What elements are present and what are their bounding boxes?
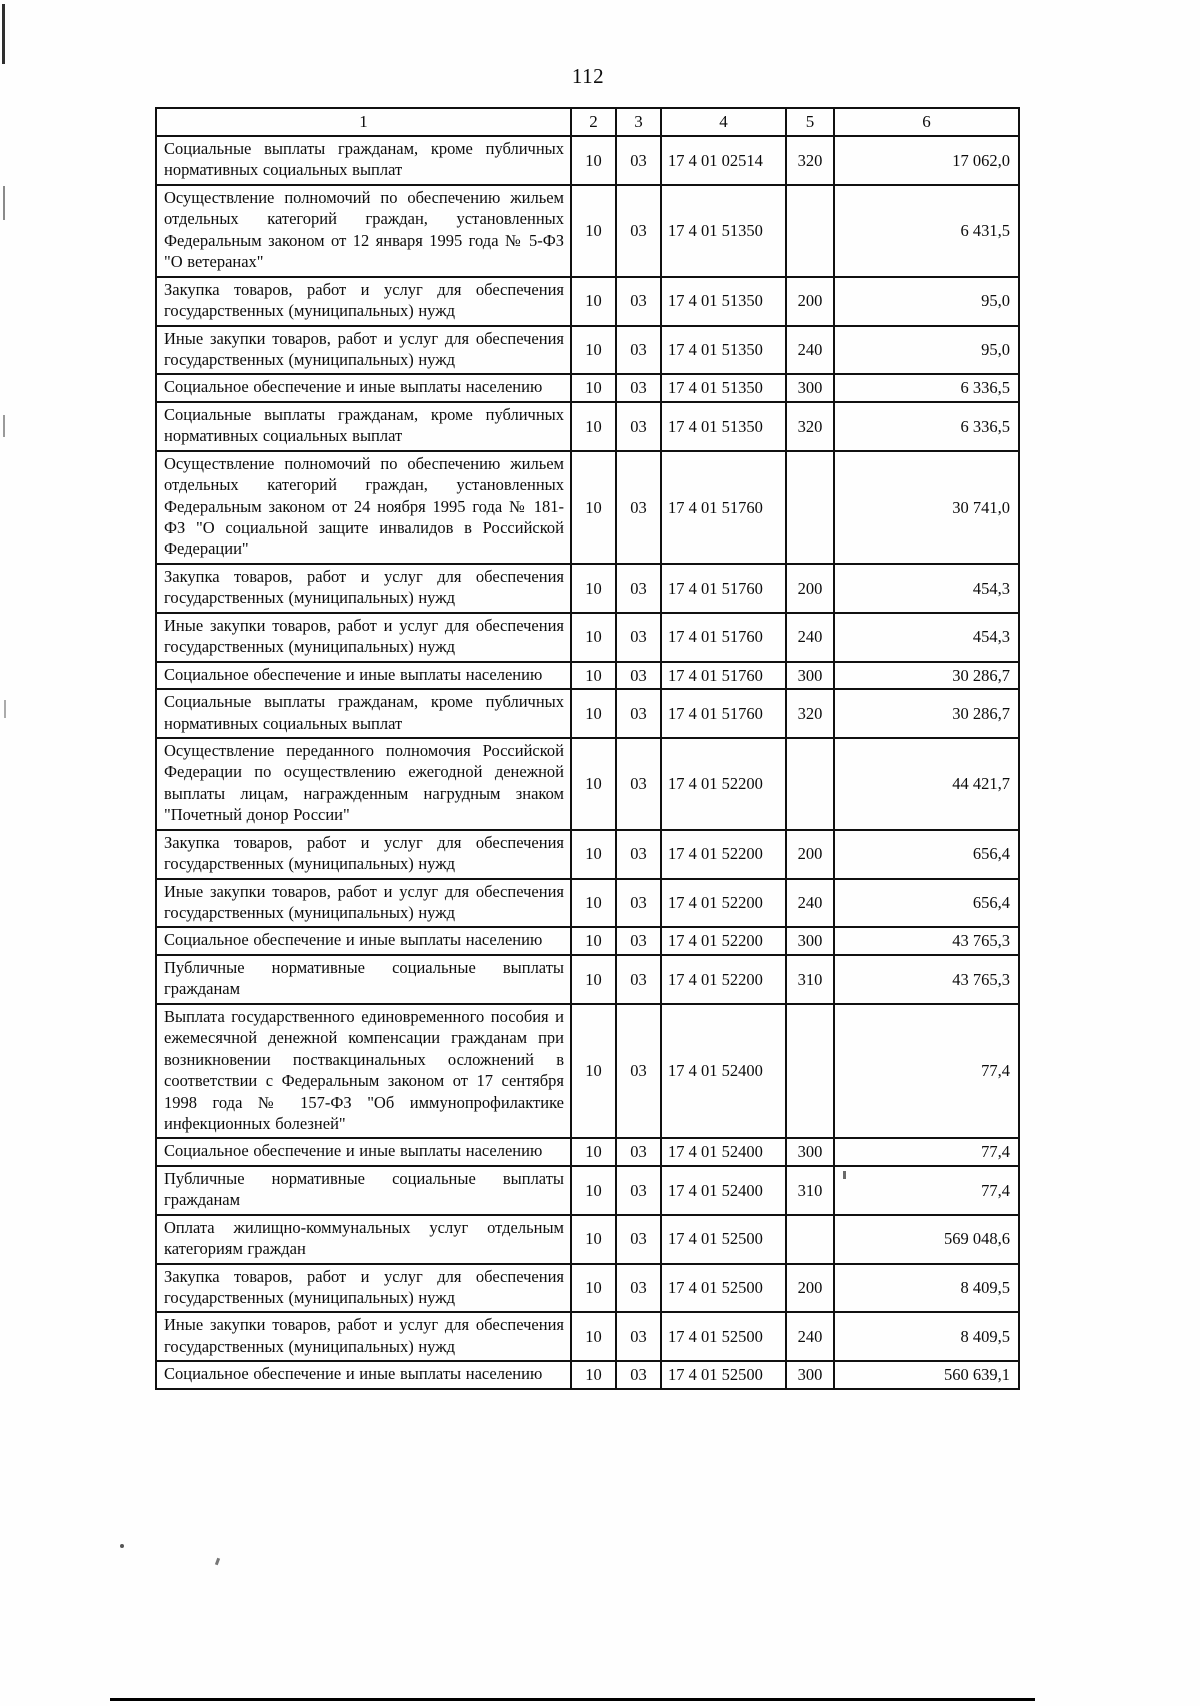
row-expense-type-code: 300 (786, 1138, 834, 1165)
row-subsection-code: 03 (616, 689, 661, 738)
row-description: Иные закупки товаров, работ и услуг для обеспечения государственных (муниципальных) нужд (156, 879, 571, 928)
row-amount: 77,4 (834, 1004, 1019, 1139)
row-description: Публичные нормативные социальные выплаты гражданам (156, 1166, 571, 1215)
row-description: Закупка товаров, работ и услуг для обеспечения государственных (муниципальных) нужд (156, 1264, 571, 1313)
row-section-code: 10 (571, 326, 616, 375)
table-row (156, 1215, 1019, 1264)
table-row (156, 1004, 1019, 1139)
row-subsection-code: 03 (616, 326, 661, 375)
scan-artifact (843, 1171, 846, 1179)
table-row (156, 564, 1019, 613)
row-description: Публичные нормативные социальные выплаты гражданам (156, 955, 571, 1004)
table-row (156, 1138, 1019, 1165)
table-row (156, 1166, 1019, 1215)
row-target-article-code: 17 4 01 52400 (661, 1004, 786, 1139)
row-amount: 77,4 (834, 1166, 1019, 1215)
row-target-article-code: 17 4 01 52400 (661, 1166, 786, 1215)
row-expense-type-code: 240 (786, 1312, 834, 1361)
row-target-article-code: 17 4 01 51350 (661, 326, 786, 375)
row-expense-type-code (786, 451, 834, 564)
row-description: Социальные выплаты гражданам, кроме публичных нормативных социальных выплат (156, 136, 571, 185)
row-amount: 77,4 (834, 1138, 1019, 1165)
row-subsection-code: 03 (616, 451, 661, 564)
column-header: 6 (834, 108, 1019, 136)
row-subsection-code: 03 (616, 1312, 661, 1361)
row-amount: 30 286,7 (834, 689, 1019, 738)
row-expense-type-code: 310 (786, 1166, 834, 1215)
table-row (156, 185, 1019, 277)
row-description: Социальное обеспечение и иные выплаты населению (156, 662, 571, 689)
table-row (156, 451, 1019, 564)
row-target-article-code: 17 4 01 52500 (661, 1312, 786, 1361)
table-row (156, 830, 1019, 879)
scan-artifact (4, 700, 6, 718)
row-target-article-code: 17 4 01 52200 (661, 879, 786, 928)
row-subsection-code: 03 (616, 1215, 661, 1264)
row-expense-type-code (786, 185, 834, 277)
row-section-code: 10 (571, 185, 616, 277)
row-section-code: 10 (571, 613, 616, 662)
scan-artifact (120, 1544, 124, 1548)
row-section-code: 10 (571, 402, 616, 451)
row-target-article-code: 17 4 01 52200 (661, 927, 786, 954)
row-target-article-code: 17 4 01 51760 (661, 613, 786, 662)
row-amount: 43 765,3 (834, 955, 1019, 1004)
row-amount: 656,4 (834, 879, 1019, 928)
row-amount: 569 048,6 (834, 1215, 1019, 1264)
row-amount: 95,0 (834, 277, 1019, 326)
table-row (156, 326, 1019, 375)
row-subsection-code: 03 (616, 136, 661, 185)
table-row (156, 1264, 1019, 1313)
row-subsection-code: 03 (616, 277, 661, 326)
row-expense-type-code: 240 (786, 326, 834, 375)
row-subsection-code: 03 (616, 564, 661, 613)
column-header: 2 (571, 108, 616, 136)
row-expense-type-code (786, 1215, 834, 1264)
row-target-article-code: 17 4 01 52500 (661, 1264, 786, 1313)
budget-table (155, 107, 1020, 1390)
row-expense-type-code (786, 1004, 834, 1139)
row-target-article-code: 17 4 01 52200 (661, 738, 786, 830)
row-section-code: 10 (571, 1138, 616, 1165)
row-amount: 454,3 (834, 564, 1019, 613)
row-amount: 8 409,5 (834, 1312, 1019, 1361)
row-description: Социальное обеспечение и иные выплаты населению (156, 1361, 571, 1388)
row-description: Иные закупки товаров, работ и услуг для обеспечения государственных (муниципальных) нужд (156, 613, 571, 662)
table-row (156, 738, 1019, 830)
row-amount: 6 336,5 (834, 402, 1019, 451)
row-section-code: 10 (571, 1166, 616, 1215)
row-target-article-code: 17 4 01 52400 (661, 1138, 786, 1165)
scan-artifact (215, 1558, 220, 1566)
row-expense-type-code: 200 (786, 277, 834, 326)
row-section-code: 10 (571, 136, 616, 185)
row-description: Закупка товаров, работ и услуг для обеспечения государственных (муниципальных) нужд (156, 277, 571, 326)
row-subsection-code: 03 (616, 374, 661, 401)
row-expense-type-code: 300 (786, 662, 834, 689)
row-target-article-code: 17 4 01 51350 (661, 185, 786, 277)
scan-artifact (3, 186, 5, 220)
row-expense-type-code: 320 (786, 689, 834, 738)
row-expense-type-code: 300 (786, 374, 834, 401)
row-subsection-code: 03 (616, 879, 661, 928)
row-target-article-code: 17 4 01 51760 (661, 689, 786, 738)
row-amount: 560 639,1 (834, 1361, 1019, 1388)
column-header: 4 (661, 108, 786, 136)
row-amount: 6 336,5 (834, 374, 1019, 401)
row-section-code: 10 (571, 1004, 616, 1139)
row-section-code: 10 (571, 689, 616, 738)
row-amount: 30 741,0 (834, 451, 1019, 564)
table-row (156, 136, 1019, 185)
row-subsection-code: 03 (616, 927, 661, 954)
row-expense-type-code: 200 (786, 1264, 834, 1313)
row-subsection-code: 03 (616, 1166, 661, 1215)
row-amount: 30 286,7 (834, 662, 1019, 689)
table-body (156, 136, 1019, 1389)
row-amount: 8 409,5 (834, 1264, 1019, 1313)
row-target-article-code: 17 4 01 52500 (661, 1215, 786, 1264)
row-section-code: 10 (571, 451, 616, 564)
table-row (156, 879, 1019, 928)
row-subsection-code: 03 (616, 1361, 661, 1388)
row-section-code: 10 (571, 564, 616, 613)
row-subsection-code: 03 (616, 1138, 661, 1165)
row-description: Социальные выплаты гражданам, кроме публичных нормативных социальных выплат (156, 689, 571, 738)
row-subsection-code: 03 (616, 613, 661, 662)
row-description: Иные закупки товаров, работ и услуг для обеспечения государственных (муниципальных) нужд (156, 1312, 571, 1361)
row-expense-type-code (786, 738, 834, 830)
row-subsection-code: 03 (616, 402, 661, 451)
row-description: Осуществление переданного полномочия Российской Федерации по осуществлению ежегодной денежной выплаты лицам, награжденным нагрудным знаком "Почетный донор России" (156, 738, 571, 830)
row-description: Социальные выплаты гражданам, кроме публичных нормативных социальных выплат (156, 402, 571, 451)
scan-artifact (110, 1698, 1035, 1701)
row-expense-type-code: 240 (786, 879, 834, 928)
row-amount: 44 421,7 (834, 738, 1019, 830)
row-target-article-code: 17 4 01 52200 (661, 955, 786, 1004)
scan-artifact (2, 4, 5, 64)
column-header: 3 (616, 108, 661, 136)
row-section-code: 10 (571, 662, 616, 689)
row-description: Иные закупки товаров, работ и услуг для обеспечения государственных (муниципальных) нужд (156, 326, 571, 375)
row-description: Социальное обеспечение и иные выплаты населению (156, 927, 571, 954)
row-section-code: 10 (571, 1264, 616, 1313)
table-row (156, 1312, 1019, 1361)
row-description: Закупка товаров, работ и услуг для обеспечения государственных (муниципальных) нужд (156, 564, 571, 613)
table-row (156, 402, 1019, 451)
table-row (156, 955, 1019, 1004)
row-amount: 43 765,3 (834, 927, 1019, 954)
row-subsection-code: 03 (616, 955, 661, 1004)
table-header-row (156, 108, 1019, 136)
row-expense-type-code: 200 (786, 830, 834, 879)
table-row (156, 1361, 1019, 1388)
column-header: 5 (786, 108, 834, 136)
table-row (156, 277, 1019, 326)
table-row (156, 374, 1019, 401)
row-section-code: 10 (571, 830, 616, 879)
row-subsection-code: 03 (616, 1264, 661, 1313)
row-expense-type-code: 310 (786, 955, 834, 1004)
page-number: 112 (571, 64, 605, 88)
row-description: Осуществление полномочий по обеспечению жильем отдельных категорий граждан, установленных Федеральным законом от 24 ноября 1995 года № 181-ФЗ "О социальной защите инвалидов в Российской Федерации" (156, 451, 571, 564)
row-description: Социальное обеспечение и иные выплаты населению (156, 1138, 571, 1165)
row-subsection-code: 03 (616, 662, 661, 689)
row-description: Закупка товаров, работ и услуг для обеспечения государственных (муниципальных) нужд (156, 830, 571, 879)
row-subsection-code: 03 (616, 830, 661, 879)
row-section-code: 10 (571, 879, 616, 928)
row-target-article-code: 17 4 01 51760 (661, 451, 786, 564)
row-description: Осуществление полномочий по обеспечению жильем отдельных категорий граждан, установленных Федеральным законом от 12 января 1995 года № 5-ФЗ "О ветеранах" (156, 185, 571, 277)
row-section-code: 10 (571, 374, 616, 401)
row-target-article-code: 17 4 01 02514 (661, 136, 786, 185)
row-section-code: 10 (571, 927, 616, 954)
row-expense-type-code: 300 (786, 1361, 834, 1388)
row-amount: 95,0 (834, 326, 1019, 375)
row-subsection-code: 03 (616, 1004, 661, 1139)
row-section-code: 10 (571, 1215, 616, 1264)
column-header: 1 (156, 108, 571, 136)
row-amount: 17 062,0 (834, 136, 1019, 185)
row-expense-type-code: 240 (786, 613, 834, 662)
table-row (156, 662, 1019, 689)
row-expense-type-code: 320 (786, 136, 834, 185)
row-description: Выплата государственного единовременного пособия и ежемесячной денежной компенсации гражданам при возникновении поствакцинальных осложнений в соответствии с Федеральным законом от 17 сентября 1998 года № 157-ФЗ "Об иммунопрофилактике инфекционных болезней" (156, 1004, 571, 1139)
table-row (156, 927, 1019, 954)
row-target-article-code: 17 4 01 52500 (661, 1361, 786, 1388)
row-section-code: 10 (571, 1361, 616, 1388)
row-description: Оплата жилищно-коммунальных услуг отдельным категориям граждан (156, 1215, 571, 1264)
row-target-article-code: 17 4 01 51350 (661, 277, 786, 326)
row-section-code: 10 (571, 1312, 616, 1361)
row-target-article-code: 17 4 01 51760 (661, 662, 786, 689)
row-expense-type-code: 320 (786, 402, 834, 451)
scan-artifact (3, 415, 5, 437)
row-target-article-code: 17 4 01 51350 (661, 374, 786, 401)
row-section-code: 10 (571, 955, 616, 1004)
row-target-article-code: 17 4 01 51350 (661, 402, 786, 451)
table-row (156, 613, 1019, 662)
row-expense-type-code: 300 (786, 927, 834, 954)
row-section-code: 10 (571, 738, 616, 830)
row-subsection-code: 03 (616, 185, 661, 277)
row-expense-type-code: 200 (786, 564, 834, 613)
row-target-article-code: 17 4 01 51760 (661, 564, 786, 613)
row-amount: 454,3 (834, 613, 1019, 662)
row-subsection-code: 03 (616, 738, 661, 830)
row-amount: 6 431,5 (834, 185, 1019, 277)
row-description: Социальное обеспечение и иные выплаты населению (156, 374, 571, 401)
row-target-article-code: 17 4 01 52200 (661, 830, 786, 879)
table-row (156, 689, 1019, 738)
row-section-code: 10 (571, 277, 616, 326)
row-amount: 656,4 (834, 830, 1019, 879)
